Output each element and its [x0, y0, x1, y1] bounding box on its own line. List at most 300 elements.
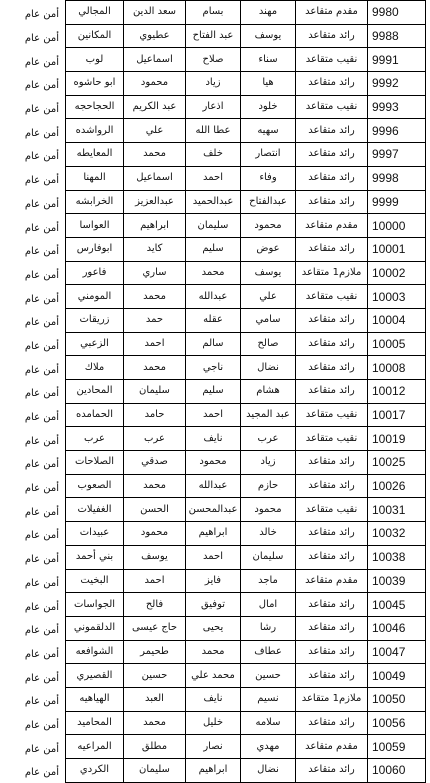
table-row: [6, 687, 426, 711]
rank-cell: رائد متقاعد: [296, 190, 368, 214]
grandfather-name-cell: كايد: [124, 237, 186, 261]
first-name-cell: صالح: [241, 332, 296, 356]
table-row: [6, 143, 426, 167]
table-row: [6, 190, 426, 214]
table-row: [6, 214, 426, 238]
table-row: [6, 237, 426, 261]
first-name-cell: هيا: [241, 72, 296, 96]
grandfather-name-cell: سليمان: [124, 759, 186, 783]
grandfather-name-cell: محمود: [124, 522, 186, 546]
father-name-cell: محمد: [186, 261, 241, 285]
first-name-cell: سليمان: [241, 545, 296, 569]
grandfather-name-cell: طحيمر: [124, 640, 186, 664]
department-label: أمن عام: [24, 625, 59, 637]
rank-cell: نقيب متقاعد: [296, 498, 368, 522]
father-name-cell: محمد علي: [186, 664, 241, 688]
table-row: [6, 427, 426, 451]
id-cell: 10046: [368, 616, 426, 640]
id-cell: 10000: [368, 214, 426, 238]
id-cell: 9988: [368, 24, 426, 48]
first-name-cell: عبدالفتاح: [241, 190, 296, 214]
father-name-cell: عبدالمحسن: [186, 498, 241, 522]
first-name-cell: يوسف: [241, 24, 296, 48]
department-label: أمن عام: [24, 104, 59, 116]
rank-cell: رائد متقاعد: [296, 616, 368, 640]
grandfather-name-cell: سليمان: [124, 380, 186, 404]
table-row: [6, 380, 426, 404]
grandfather-name-cell: ابراهيم: [124, 214, 186, 238]
family-name-cell: الرواشده: [66, 119, 124, 143]
department-cell: [6, 759, 66, 783]
department-cell: [6, 711, 66, 735]
id-cell: 10005: [368, 332, 426, 356]
family-name-cell: الدلقموني: [66, 616, 124, 640]
first-name-cell: مهند: [241, 1, 296, 25]
grandfather-name-cell: عبد الكريم: [124, 95, 186, 119]
father-name-cell: احمد: [186, 545, 241, 569]
id-cell: 10008: [368, 356, 426, 380]
rank-cell: رائد متقاعد: [296, 356, 368, 380]
grandfather-name-cell: محمد: [124, 474, 186, 498]
department-cell: [6, 474, 66, 498]
family-name-cell: المعايطه: [66, 143, 124, 167]
father-name-cell: سالم: [186, 332, 241, 356]
grandfather-name-cell: حاج عيسى: [124, 616, 186, 640]
department-cell: [6, 190, 66, 214]
department-cell: [6, 95, 66, 119]
first-name-cell: مهدي: [241, 735, 296, 759]
first-name-cell: عطاف: [241, 640, 296, 664]
id-cell: 10001: [368, 237, 426, 261]
department-cell: [6, 72, 66, 96]
id-cell: 10039: [368, 569, 426, 593]
table-row: [6, 735, 426, 759]
family-name-cell: الحمامده: [66, 403, 124, 427]
father-name-cell: نايف: [186, 687, 241, 711]
father-name-cell: عبدالله: [186, 285, 241, 309]
table-row: [6, 95, 426, 119]
id-cell: 10032: [368, 522, 426, 546]
family-name-cell: بني أحمد: [66, 545, 124, 569]
father-name-cell: خلف: [186, 143, 241, 167]
department-cell: [6, 166, 66, 190]
table-row: [6, 522, 426, 546]
id-cell: 10059: [368, 735, 426, 759]
grandfather-name-cell: محمود: [124, 72, 186, 96]
family-name-cell: المهنا: [66, 166, 124, 190]
father-name-cell: بسام: [186, 1, 241, 25]
id-cell: 10017: [368, 403, 426, 427]
id-cell: 10031: [368, 498, 426, 522]
family-name-cell: المحاميد: [66, 711, 124, 735]
grandfather-name-cell: اسماعيل: [124, 48, 186, 72]
department-cell: [6, 214, 66, 238]
father-name-cell: فايز: [186, 569, 241, 593]
first-name-cell: سناء: [241, 48, 296, 72]
id-cell: 10019: [368, 427, 426, 451]
id-cell: 10060: [368, 759, 426, 783]
grandfather-name-cell: عرب: [124, 427, 186, 451]
rank-cell: رائد متقاعد: [296, 545, 368, 569]
family-name-cell: الزعبي: [66, 332, 124, 356]
rank-cell: رائد متقاعد: [296, 664, 368, 688]
rank-cell: نقيب متقاعد: [296, 403, 368, 427]
rank-cell: رائد متقاعد: [296, 474, 368, 498]
department-label: أمن عام: [24, 506, 59, 518]
department-label: أمن عام: [24, 719, 59, 731]
father-name-cell: زياد: [186, 72, 241, 96]
rank-cell: رائد متقاعد: [296, 72, 368, 96]
first-name-cell: يوسف: [241, 261, 296, 285]
family-name-cell: الجواسات: [66, 593, 124, 617]
department-cell: [6, 640, 66, 664]
rank-cell: ملازم1 متقاعد: [296, 261, 368, 285]
father-name-cell: اذعار: [186, 95, 241, 119]
department-label: أمن عام: [24, 388, 59, 400]
grandfather-name-cell: حسين: [124, 664, 186, 688]
rank-cell: رائد متقاعد: [296, 380, 368, 404]
father-name-cell: خليل: [186, 711, 241, 735]
first-name-cell: عرب: [241, 427, 296, 451]
department-cell: [6, 451, 66, 475]
rank-cell: نقيب متقاعد: [296, 95, 368, 119]
first-name-cell: رشا: [241, 616, 296, 640]
id-cell: 9996: [368, 119, 426, 143]
first-name-cell: نضال: [241, 759, 296, 783]
id-cell: 10025: [368, 451, 426, 475]
department-label: أمن عام: [24, 743, 59, 755]
grandfather-name-cell: اسماعيل: [124, 166, 186, 190]
table-row: [6, 332, 426, 356]
id-cell: 10049: [368, 664, 426, 688]
department-cell: [6, 356, 66, 380]
family-name-cell: المراعيه: [66, 735, 124, 759]
rank-cell: مقدم متقاعد: [296, 569, 368, 593]
rank-cell: مقدم متقاعد: [296, 214, 368, 238]
table-row: [6, 261, 426, 285]
department-label: أمن عام: [24, 412, 59, 424]
department-label: أمن عام: [24, 696, 59, 708]
first-name-cell: سامي: [241, 308, 296, 332]
table-row: [6, 759, 426, 783]
family-name-cell: الصلاحات: [66, 451, 124, 475]
rank-cell: رائد متقاعد: [296, 522, 368, 546]
table-row: [6, 593, 426, 617]
table-row: [6, 166, 426, 190]
id-cell: 9993: [368, 95, 426, 119]
department-cell: [6, 522, 66, 546]
first-name-cell: زياد: [241, 451, 296, 475]
department-label: أمن عام: [24, 33, 59, 45]
rank-cell: رائد متقاعد: [296, 593, 368, 617]
family-name-cell: العواسا: [66, 214, 124, 238]
family-name-cell: الشوافعه: [66, 640, 124, 664]
id-cell: 9999: [368, 190, 426, 214]
rank-cell: رائد متقاعد: [296, 711, 368, 735]
rank-cell: رائد متقاعد: [296, 308, 368, 332]
id-cell: 10045: [368, 593, 426, 617]
department-label: أمن عام: [24, 577, 59, 589]
records-sheet: [5, 0, 425, 783]
father-name-cell: عبدالله: [186, 474, 241, 498]
table-row: [6, 451, 426, 475]
department-cell: [6, 332, 66, 356]
father-name-cell: ناجي: [186, 356, 241, 380]
department-cell: [6, 308, 66, 332]
grandfather-name-cell: علي: [124, 119, 186, 143]
id-cell: 10047: [368, 640, 426, 664]
table-body: [6, 1, 426, 783]
department-label: أمن عام: [24, 364, 59, 376]
id-cell: 9997: [368, 143, 426, 167]
rank-cell: نقيب متقاعد: [296, 285, 368, 309]
father-name-cell: عطا الله: [186, 119, 241, 143]
rank-cell: رائد متقاعد: [296, 143, 368, 167]
id-cell: 10003: [368, 285, 426, 309]
table-row: [6, 616, 426, 640]
department-label: أمن عام: [24, 293, 59, 305]
department-cell: [6, 403, 66, 427]
department-cell: [6, 545, 66, 569]
first-name-cell: عبد المجيد: [241, 403, 296, 427]
department-cell: [6, 1, 66, 25]
father-name-cell: توفيق: [186, 593, 241, 617]
department-cell: [6, 143, 66, 167]
first-name-cell: محمود: [241, 214, 296, 238]
grandfather-name-cell: عطيوي: [124, 24, 186, 48]
first-name-cell: عوض: [241, 237, 296, 261]
rank-cell: رائد متقاعد: [296, 237, 368, 261]
id-cell: 10012: [368, 380, 426, 404]
department-cell: [6, 24, 66, 48]
department-label: أمن عام: [24, 269, 59, 281]
first-name-cell: امال: [241, 593, 296, 617]
rank-cell: رائد متقاعد: [296, 166, 368, 190]
department-cell: [6, 427, 66, 451]
first-name-cell: انتصار: [241, 143, 296, 167]
id-cell: 10050: [368, 687, 426, 711]
table-row: [6, 664, 426, 688]
family-name-cell: القصيري: [66, 664, 124, 688]
department-label: أمن عام: [24, 317, 59, 329]
department-label: أمن عام: [24, 175, 59, 187]
id-cell: 9998: [368, 166, 426, 190]
grandfather-name-cell: الحسن: [124, 498, 186, 522]
rank-cell: مقدم متقاعد: [296, 735, 368, 759]
grandfather-name-cell: صدقي: [124, 451, 186, 475]
rank-cell: نقيب متقاعد: [296, 427, 368, 451]
rank-cell: رائد متقاعد: [296, 451, 368, 475]
rank-cell: مقدم متقاعد: [296, 1, 368, 25]
id-cell: 9980: [368, 1, 426, 25]
department-cell: [6, 616, 66, 640]
department-cell: [6, 237, 66, 261]
father-name-cell: احمد: [186, 403, 241, 427]
father-name-cell: احمد: [186, 166, 241, 190]
family-name-cell: فاعور: [66, 261, 124, 285]
id-cell: 10056: [368, 711, 426, 735]
first-name-cell: حازم: [241, 474, 296, 498]
first-name-cell: نسيم: [241, 687, 296, 711]
first-name-cell: ماجد: [241, 569, 296, 593]
rank-cell: ملازم1 متقاعد: [296, 687, 368, 711]
department-label: أمن عام: [24, 459, 59, 471]
father-name-cell: ابراهيم: [186, 759, 241, 783]
grandfather-name-cell: احمد: [124, 332, 186, 356]
father-name-cell: نصار: [186, 735, 241, 759]
grandfather-name-cell: فالح: [124, 593, 186, 617]
grandfather-name-cell: محمد: [124, 356, 186, 380]
department-cell: [6, 593, 66, 617]
grandfather-name-cell: عبدالعزيز: [124, 190, 186, 214]
first-name-cell: خلود: [241, 95, 296, 119]
first-name-cell: علي: [241, 285, 296, 309]
table-row: [6, 24, 426, 48]
department-label: أمن عام: [24, 435, 59, 447]
department-cell: [6, 380, 66, 404]
id-cell: 9991: [368, 48, 426, 72]
first-name-cell: هشام: [241, 380, 296, 404]
family-name-cell: الصعوب: [66, 474, 124, 498]
grandfather-name-cell: محمد: [124, 711, 186, 735]
father-name-cell: عقله: [186, 308, 241, 332]
table-row: [6, 498, 426, 522]
table-row: [6, 308, 426, 332]
family-name-cell: ابوفارس: [66, 237, 124, 261]
father-name-cell: صلاح: [186, 48, 241, 72]
family-name-cell: عبيدات: [66, 522, 124, 546]
father-name-cell: محمد: [186, 640, 241, 664]
first-name-cell: وفاء: [241, 166, 296, 190]
department-label: أمن عام: [24, 56, 59, 68]
family-name-cell: ابو حاشوه: [66, 72, 124, 96]
father-name-cell: ابراهيم: [186, 522, 241, 546]
department-cell: [6, 285, 66, 309]
family-name-cell: المحادين: [66, 380, 124, 404]
table-row: [6, 72, 426, 96]
department-label: أمن عام: [24, 554, 59, 566]
department-label: أمن عام: [24, 648, 59, 660]
first-name-cell: نضال: [241, 356, 296, 380]
grandfather-name-cell: احمد: [124, 569, 186, 593]
id-cell: 10026: [368, 474, 426, 498]
id-cell: 10038: [368, 545, 426, 569]
department-label: أمن عام: [24, 672, 59, 684]
table-row: [6, 119, 426, 143]
department-cell: [6, 48, 66, 72]
table-row: [6, 640, 426, 664]
department-cell: [6, 119, 66, 143]
family-name-cell: لوب: [66, 48, 124, 72]
department-cell: [6, 664, 66, 688]
department-label: أمن عام: [24, 222, 59, 234]
father-name-cell: عبدالحميد: [186, 190, 241, 214]
personnel-table: [5, 0, 426, 783]
family-name-cell: البخيت: [66, 569, 124, 593]
family-name-cell: الغفيلات: [66, 498, 124, 522]
family-name-cell: الخرابشه: [66, 190, 124, 214]
father-name-cell: سليم: [186, 380, 241, 404]
department-label: أمن عام: [24, 9, 59, 21]
table-row: [6, 711, 426, 735]
department-cell: [6, 687, 66, 711]
id-cell: 9992: [368, 72, 426, 96]
family-name-cell: المجالي: [66, 1, 124, 25]
family-name-cell: ملاك: [66, 356, 124, 380]
department-cell: [6, 569, 66, 593]
department-label: أمن عام: [24, 530, 59, 542]
father-name-cell: سليمان: [186, 214, 241, 238]
rank-cell: رائد متقاعد: [296, 640, 368, 664]
family-name-cell: المومني: [66, 285, 124, 309]
department-label: أمن عام: [24, 601, 59, 613]
table-row: [6, 48, 426, 72]
table-row: [6, 545, 426, 569]
department-cell: [6, 498, 66, 522]
grandfather-name-cell: حمد: [124, 308, 186, 332]
first-name-cell: سلامه: [241, 711, 296, 735]
family-name-cell: الهياهيه: [66, 687, 124, 711]
department-label: أمن عام: [24, 127, 59, 139]
grandfather-name-cell: العبد: [124, 687, 186, 711]
family-name-cell: المكانين: [66, 24, 124, 48]
table-row: [6, 285, 426, 309]
grandfather-name-cell: يوسف: [124, 545, 186, 569]
table-row: [6, 1, 426, 25]
grandfather-name-cell: حامد: [124, 403, 186, 427]
first-name-cell: محمود: [241, 498, 296, 522]
department-label: أمن عام: [24, 246, 59, 258]
department-label: أمن عام: [24, 151, 59, 163]
department-label: أمن عام: [24, 80, 59, 92]
table-row: [6, 403, 426, 427]
rank-cell: رائد متقاعد: [296, 332, 368, 356]
rank-cell: نقيب متقاعد: [296, 48, 368, 72]
rank-cell: رائد متقاعد: [296, 24, 368, 48]
father-name-cell: يحيى: [186, 616, 241, 640]
family-name-cell: الحجاحجه: [66, 95, 124, 119]
family-name-cell: عرب: [66, 427, 124, 451]
family-name-cell: الكردي: [66, 759, 124, 783]
department-label: أمن عام: [24, 198, 59, 210]
table-row: [6, 569, 426, 593]
father-name-cell: عبد الفتاح: [186, 24, 241, 48]
grandfather-name-cell: سعد الدين: [124, 1, 186, 25]
department-label: أمن عام: [24, 767, 59, 779]
department-cell: [6, 735, 66, 759]
family-name-cell: زريقات: [66, 308, 124, 332]
first-name-cell: سهيه: [241, 119, 296, 143]
father-name-cell: محمود: [186, 451, 241, 475]
grandfather-name-cell: ساري: [124, 261, 186, 285]
first-name-cell: حسين: [241, 664, 296, 688]
father-name-cell: نايف: [186, 427, 241, 451]
father-name-cell: سليم: [186, 237, 241, 261]
id-cell: 10002: [368, 261, 426, 285]
grandfather-name-cell: محمد: [124, 285, 186, 309]
table-row: [6, 356, 426, 380]
grandfather-name-cell: محمد: [124, 143, 186, 167]
rank-cell: رائد متقاعد: [296, 119, 368, 143]
department-label: أمن عام: [24, 340, 59, 352]
grandfather-name-cell: مطلق: [124, 735, 186, 759]
table-row: [6, 474, 426, 498]
department-label: أمن عام: [24, 483, 59, 495]
rank-cell: رائد متقاعد: [296, 759, 368, 783]
first-name-cell: خالد: [241, 522, 296, 546]
id-cell: 10004: [368, 308, 426, 332]
department-cell: [6, 261, 66, 285]
